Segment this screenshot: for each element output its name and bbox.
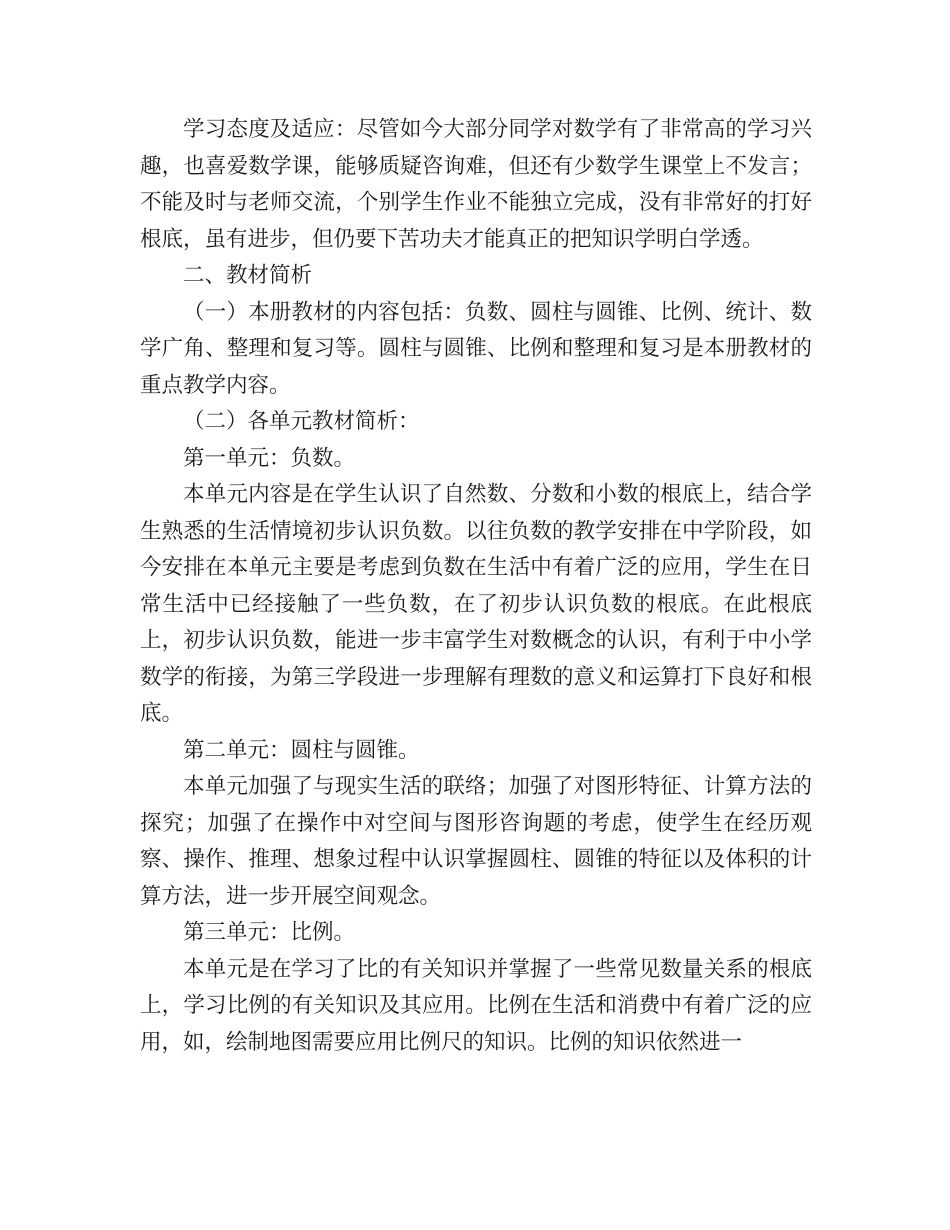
subheading-unit-analysis: （二）各单元教材简析： [183, 409, 420, 434]
paragraph-textbook-contents: （一）本册教材的内容包括：负数、圆柱与圆锥、比例、统计、数学广角、整理和复习等。圆柱与圆锥、比例和整理和复习是本册教材的重点教学内容。 [140, 299, 812, 398]
paragraph-negative-numbers: 本单元内容是在学生认识了自然数、分数和小数的根底上，结合学生熟悉的生活情境初步认识负数。以往负数的教学安排在中学阶段，如今安排在本单元主要是考虑到负数在生活中有着广泛的应用，学生在日常生活中已经接触了一些负数，在了初步认识负数的根底。在此根底上，初步认识负数，能进一步丰富学生对数概念的认识，有利于中小学数学的衔接，为第三学段进一步理解有理数的意义和运算打下良好和根底。 [140, 482, 812, 726]
document-body [140, 112, 812, 1061]
section-heading-textbook-analysis: 二、教材简析 [183, 263, 313, 288]
paragraph-learning-attitude: 学习态度及适应：尽管如今大部分同学对数学有了非常高的学习兴趣，也喜爱数学课，能够质疑咨询难，但还有少数学生课堂上不发言；不能及时与老师交流，个别学生作业不能独立完成，没有非常好的打好根底，虽有进步，但仍要下苦功夫才能真正的把知识学明白学透。 [140, 117, 812, 252]
unit-heading-negative-numbers: 第一单元：负数。 [183, 445, 356, 471]
unit-heading-cylinder-cone: 第二单元：圆柱与圆锥。 [183, 737, 420, 763]
paragraph-cylinder-cone: 本单元加强了与现实生活的联络；加强了对图形特征、计算方法的探究；加强了在操作中对空间与图形咨询题的考虑，使学生在经历观察、操作、推理、想象过程中认识掌握圆柱、圆锥的特征以及体积的计算方法，进一步开展空间观念。 [140, 774, 812, 909]
unit-heading-proportion: 第三单元：比例。 [183, 920, 356, 945]
paragraph-proportion: 本单元是在学习了比的有关知识并掌握了一些常见数量关系的根底上，学习比例的有关知识及其应用。比例在生活和消费中有着广泛的应用，如，绘制地图需要应用比例尺的知识。比例的知识依然进一 [140, 956, 812, 1055]
